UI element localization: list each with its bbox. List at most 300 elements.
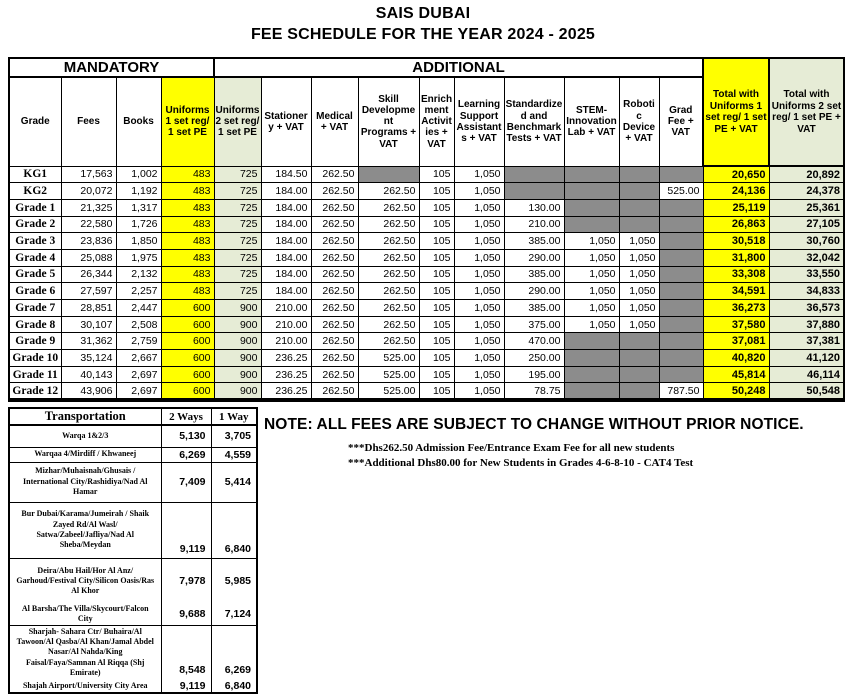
fee-cell-medical: 262.50 <box>311 350 358 367</box>
column-header-stem: STEM-Innovation Lab + VAT <box>564 77 619 166</box>
fee-cell-stationery: 184.00 <box>261 183 311 200</box>
fee-cell-u1: 600 <box>161 350 214 367</box>
fee-cell-total1: 25,119 <box>703 199 769 216</box>
fee-cell-medical: 262.50 <box>311 300 358 317</box>
fee-cell-empty <box>358 166 419 183</box>
fee-cell-total2: 46,114 <box>769 366 844 383</box>
fee-cell-books: 1,002 <box>116 166 161 183</box>
fee-cell-bench: 470.00 <box>504 333 564 350</box>
fee-cell-u2: 725 <box>214 266 261 283</box>
fee-cell-stationery: 210.00 <box>261 316 311 333</box>
fee-row <box>9 300 844 317</box>
route-label: Deira/Abu Hail/Hor Al Anz/ Garhoud/Festival City/Silicon Oasis/Ras Al Khor <box>9 558 161 604</box>
column-header-skill: Skill Development Programs + VAT <box>358 77 419 166</box>
fee-cell-skill: 525.00 <box>358 383 419 400</box>
fee-cell-u2: 725 <box>214 166 261 183</box>
fee-cell-bench: 250.00 <box>504 350 564 367</box>
fee-cell-empty <box>504 166 564 183</box>
fee-cell-total2: 41,120 <box>769 350 844 367</box>
fee-cell-enrich: 105 <box>419 316 454 333</box>
two-ways-fare: 5,130 <box>161 425 211 447</box>
fee-cell-fees: 40,143 <box>61 366 116 383</box>
fee-cell-u1: 483 <box>161 199 214 216</box>
fee-row <box>9 316 844 333</box>
fee-cell-stationery: 184.00 <box>261 283 311 300</box>
grade-label: Grade 3 <box>9 233 61 250</box>
fee-cell-u1: 600 <box>161 333 214 350</box>
fee-cell-grad: 525.00 <box>659 183 703 200</box>
fee-cell-empty <box>564 183 619 200</box>
grade-label: Grade 6 <box>9 283 61 300</box>
fee-cell-empty <box>659 216 703 233</box>
transport-row <box>9 604 257 625</box>
fee-cell-books: 1,726 <box>116 216 161 233</box>
additional-banner: ADDITIONAL <box>214 58 703 77</box>
fee-cell-empty <box>659 283 703 300</box>
fee-cell-total2: 27,105 <box>769 216 844 233</box>
main-note: NOTE: ALL FEES ARE SUBJECT TO CHANGE WITHOUT PRIOR NOTICE. <box>264 416 804 433</box>
fee-cell-enrich: 105 <box>419 199 454 216</box>
fee-cell-fees: 23,836 <box>61 233 116 250</box>
fee-cell-u1: 483 <box>161 166 214 183</box>
fee-cell-books: 1,192 <box>116 183 161 200</box>
fee-cell-total2: 50,548 <box>769 383 844 400</box>
route-label: Warqaa 4/Mirdiff / Khwaneej <box>9 447 161 462</box>
fee-cell-enrich: 105 <box>419 383 454 400</box>
fee-cell-medical: 262.50 <box>311 249 358 266</box>
fee-cell-enrich: 105 <box>419 300 454 317</box>
transport-row <box>9 679 257 693</box>
grade-label: Grade 10 <box>9 350 61 367</box>
fee-cell-u1: 483 <box>161 283 214 300</box>
transport-row <box>9 447 257 462</box>
fee-cell-u1: 600 <box>161 316 214 333</box>
fee-cell-medical: 262.50 <box>311 166 358 183</box>
column-header-books: Books <box>116 77 161 166</box>
one-way-fare: 6,840 <box>211 502 257 558</box>
fee-cell-fees: 26,344 <box>61 266 116 283</box>
fee-cell-empty <box>659 366 703 383</box>
school-name: SAIS DUBAI <box>375 5 471 22</box>
fee-cell-skill: 262.50 <box>358 216 419 233</box>
route-label: Mizhar/Muhaisnah/Ghusais / International City/Rashidiya/Nad Al Hamar <box>9 462 161 502</box>
fee-cell-total2: 30,760 <box>769 233 844 250</box>
transport-header: Transportation <box>9 408 161 425</box>
fee-cell-medical: 262.50 <box>311 216 358 233</box>
fee-cell-empty <box>564 350 619 367</box>
one-way-fare: 6,269 <box>211 625 257 679</box>
grade-label: Grade 9 <box>9 333 61 350</box>
column-header-lsa: Learning Support Assistants + VAT <box>454 77 504 166</box>
one-way-fare: 3,705 <box>211 425 257 447</box>
fee-cell-lsa: 1,050 <box>454 183 504 200</box>
fee-cell-total1: 34,591 <box>703 283 769 300</box>
fee-cell-fees: 31,362 <box>61 333 116 350</box>
two-ways-fare: 9,688 <box>161 604 211 625</box>
fee-cell-books: 2,132 <box>116 266 161 283</box>
two-ways-fare: 9,119 <box>161 679 211 693</box>
fee-cell-empty <box>564 166 619 183</box>
fee-cell-robotic: 1,050 <box>619 283 659 300</box>
fee-cell-stationery: 210.00 <box>261 300 311 317</box>
grade-label: Grade 2 <box>9 216 61 233</box>
fee-cell-u2: 725 <box>214 199 261 216</box>
fee-cell-fees: 35,124 <box>61 350 116 367</box>
fee-cell-total2: 25,361 <box>769 199 844 216</box>
fee-cell-empty <box>659 199 703 216</box>
fee-cell-empty <box>659 350 703 367</box>
fee-cell-empty <box>659 333 703 350</box>
fee-cell-lsa: 1,050 <box>454 216 504 233</box>
column-header-medical: Medical + VAT <box>311 77 358 166</box>
grade-label: Grade 12 <box>9 383 61 400</box>
fee-cell-u2: 725 <box>214 249 261 266</box>
fee-row <box>9 183 844 200</box>
fee-cell-u1: 483 <box>161 183 214 200</box>
fee-cell-stationery: 236.25 <box>261 366 311 383</box>
fee-cell-stationery: 184.00 <box>261 266 311 283</box>
fee-cell-fees: 20,072 <box>61 183 116 200</box>
fee-row <box>9 199 844 216</box>
fee-cell-books: 2,508 <box>116 316 161 333</box>
fee-cell-stem: 1,050 <box>564 266 619 283</box>
fee-cell-skill: 262.50 <box>358 183 419 200</box>
fee-cell-skill: 262.50 <box>358 316 419 333</box>
fee-cell-stem: 1,050 <box>564 233 619 250</box>
fee-cell-empty <box>619 383 659 400</box>
fee-cell-medical: 262.50 <box>311 183 358 200</box>
fee-cell-enrich: 105 <box>419 166 454 183</box>
fee-row <box>9 366 844 383</box>
admission-fee-note: ***Dhs262.50 Admission Fee/Entrance Exam Fee for all new students <box>348 442 675 454</box>
fee-cell-lsa: 1,050 <box>454 249 504 266</box>
column-header-fees: Fees <box>61 77 116 166</box>
fee-cell-u1: 483 <box>161 266 214 283</box>
fee-cell-enrich: 105 <box>419 216 454 233</box>
fee-cell-u2: 725 <box>214 283 261 300</box>
transport-row <box>9 625 257 679</box>
fee-cell-fees: 43,906 <box>61 383 116 400</box>
fee-cell-enrich: 105 <box>419 350 454 367</box>
fee-cell-bench: 130.00 <box>504 199 564 216</box>
fee-cell-empty <box>619 183 659 200</box>
fee-cell-u1: 600 <box>161 300 214 317</box>
one-way-fare: 5,414 <box>211 462 257 502</box>
fee-cell-fees: 22,580 <box>61 216 116 233</box>
fee-cell-total2: 20,892 <box>769 166 844 183</box>
fee-cell-u2: 725 <box>214 183 261 200</box>
fee-cell-total2: 32,042 <box>769 249 844 266</box>
fee-cell-grad: 787.50 <box>659 383 703 400</box>
fee-cell-bench: 385.00 <box>504 266 564 283</box>
fee-cell-stationery: 236.25 <box>261 383 311 400</box>
fee-cell-enrich: 105 <box>419 333 454 350</box>
fee-cell-stationery: 184.00 <box>261 216 311 233</box>
fee-cell-robotic: 1,050 <box>619 233 659 250</box>
grade-label: Grade 8 <box>9 316 61 333</box>
transportation-table <box>8 407 258 694</box>
fee-cell-lsa: 1,050 <box>454 199 504 216</box>
transport-row <box>9 502 257 558</box>
notes-section <box>264 416 842 471</box>
grade-label: Grade 5 <box>9 266 61 283</box>
fee-row <box>9 383 844 400</box>
one-way-fare: 6,840 <box>211 679 257 693</box>
fee-cell-lsa: 1,050 <box>454 233 504 250</box>
fee-cell-lsa: 1,050 <box>454 266 504 283</box>
fee-cell-medical: 262.50 <box>311 316 358 333</box>
fee-cell-stationery: 184.00 <box>261 199 311 216</box>
fee-cell-total1: 37,580 <box>703 316 769 333</box>
fee-cell-total1: 45,814 <box>703 366 769 383</box>
route-label: Bur Dubai/Karama/Jumeirah / Shaik Zayed Rd/Al Wasl/ Satwa/Zabeel/Jafliya/Nad Al Sheba/Meydan <box>9 502 161 558</box>
fee-cell-lsa: 1,050 <box>454 166 504 183</box>
fee-cell-lsa: 1,050 <box>454 333 504 350</box>
fee-cell-total1: 31,800 <box>703 249 769 266</box>
two-ways-fare: 7,978 <box>161 558 211 604</box>
route-label: Sharjah- Sahara Ctr/ Buhaira/Al Tawoon/Al Qasba/Al Khan/Jamal Abdel Nasar/Al Nahda/King Faisal/Faya/Samnan Al Riqqa (Shj Emirate) <box>9 625 161 679</box>
fee-cell-total2: 37,880 <box>769 316 844 333</box>
fee-cell-empty <box>564 383 619 400</box>
fee-row <box>9 166 844 183</box>
route-label: Warqa 1&2/3 <box>9 425 161 447</box>
fee-cell-fees: 21,325 <box>61 199 116 216</box>
fee-row <box>9 333 844 350</box>
fee-cell-stem: 1,050 <box>564 249 619 266</box>
fee-cell-medical: 262.50 <box>311 199 358 216</box>
fee-cell-total2: 34,833 <box>769 283 844 300</box>
fee-cell-bench: 385.00 <box>504 300 564 317</box>
fee-cell-enrich: 105 <box>419 366 454 383</box>
fee-cell-books: 1,975 <box>116 249 161 266</box>
fee-cell-stem: 1,050 <box>564 283 619 300</box>
fee-cell-enrich: 105 <box>419 283 454 300</box>
fee-cell-books: 2,667 <box>116 350 161 367</box>
fee-cell-medical: 262.50 <box>311 333 358 350</box>
fee-cell-robotic: 1,050 <box>619 316 659 333</box>
fee-cell-skill: 525.00 <box>358 366 419 383</box>
fee-cell-stationery: 184.50 <box>261 166 311 183</box>
fee-cell-bench: 290.00 <box>504 249 564 266</box>
fee-cell-total2: 33,550 <box>769 266 844 283</box>
fee-cell-medical: 262.50 <box>311 283 358 300</box>
fee-cell-lsa: 1,050 <box>454 350 504 367</box>
fee-cell-total2: 36,573 <box>769 300 844 317</box>
fee-cell-lsa: 1,050 <box>454 283 504 300</box>
fee-row <box>9 350 844 367</box>
fee-cell-medical: 262.50 <box>311 383 358 400</box>
mandatory-banner: MANDATORY <box>9 58 214 77</box>
route-label: Shajah Airport/University City Area <box>9 679 161 693</box>
transport-row <box>9 462 257 502</box>
fee-cell-total2: 37,381 <box>769 333 844 350</box>
fee-cell-fees: 28,851 <box>61 300 116 317</box>
one-way-fare: 5,985 <box>211 558 257 604</box>
fee-cell-empty <box>619 216 659 233</box>
fee-cell-skill: 525.00 <box>358 350 419 367</box>
column-header-grad: Grad Fee + VAT <box>659 77 703 166</box>
fee-cell-lsa: 1,050 <box>454 366 504 383</box>
one-way-fare: 4,559 <box>211 447 257 462</box>
fee-cell-medical: 262.50 <box>311 233 358 250</box>
column-header-u2: Uniforms 2 set reg/ 1 set PE <box>214 77 261 166</box>
grade-label: Grade 7 <box>9 300 61 317</box>
fee-cell-empty <box>564 366 619 383</box>
fee-cell-empty <box>619 199 659 216</box>
fee-cell-skill: 262.50 <box>358 333 419 350</box>
fee-cell-empty <box>564 199 619 216</box>
fee-cell-empty <box>659 249 703 266</box>
fee-cell-u2: 900 <box>214 383 261 400</box>
fee-cell-books: 2,257 <box>116 283 161 300</box>
fee-cell-total1: 50,248 <box>703 383 769 400</box>
fee-cell-books: 1,850 <box>116 233 161 250</box>
grade-label: Grade 4 <box>9 249 61 266</box>
one-way-header: 1 Way <box>211 408 257 425</box>
two-ways-fare: 8,548 <box>161 625 211 679</box>
fee-cell-books: 2,697 <box>116 383 161 400</box>
fee-cell-lsa: 1,050 <box>454 383 504 400</box>
fee-cell-stationery: 210.00 <box>261 333 311 350</box>
grade-label: KG1 <box>9 166 61 183</box>
fee-cell-empty <box>659 166 703 183</box>
fee-cell-robotic: 1,050 <box>619 266 659 283</box>
column-header-stationery: Stationery + VAT <box>261 77 311 166</box>
fee-cell-empty <box>659 300 703 317</box>
fee-cell-empty <box>619 350 659 367</box>
fee-cell-fees: 25,088 <box>61 249 116 266</box>
grade-label: Grade 11 <box>9 366 61 383</box>
column-header-grade: Grade <box>9 77 61 166</box>
fee-cell-bench: 78.75 <box>504 383 564 400</box>
fee-schedule-table <box>8 57 845 402</box>
fee-cell-u1: 600 <box>161 383 214 400</box>
fee-cell-medical: 262.50 <box>311 366 358 383</box>
route-label: Al Barsha/The Villa/Skycourt/Falcon City <box>9 604 161 625</box>
fee-cell-u2: 900 <box>214 300 261 317</box>
fee-cell-enrich: 105 <box>419 266 454 283</box>
fee-cell-total1: 20,650 <box>703 166 769 183</box>
fee-cell-u2: 900 <box>214 333 261 350</box>
fee-cell-empty <box>659 266 703 283</box>
fee-cell-robotic: 1,050 <box>619 249 659 266</box>
fee-cell-books: 1,317 <box>116 199 161 216</box>
fee-row <box>9 283 844 300</box>
fee-cell-books: 2,697 <box>116 366 161 383</box>
fee-cell-total2: 24,378 <box>769 183 844 200</box>
fee-row <box>9 249 844 266</box>
fee-cell-total1: 26,863 <box>703 216 769 233</box>
fee-cell-medical: 262.50 <box>311 266 358 283</box>
fee-cell-stationery: 236.25 <box>261 350 311 367</box>
fee-cell-bench: 195.00 <box>504 366 564 383</box>
transport-row <box>9 558 257 604</box>
fee-cell-u1: 483 <box>161 249 214 266</box>
fee-cell-empty <box>619 366 659 383</box>
fee-cell-skill: 262.50 <box>358 199 419 216</box>
fee-cell-books: 2,447 <box>116 300 161 317</box>
fee-cell-total1: 30,518 <box>703 233 769 250</box>
fee-cell-u2: 725 <box>214 233 261 250</box>
fee-cell-total1: 37,081 <box>703 333 769 350</box>
fee-row <box>9 266 844 283</box>
transport-row <box>9 425 257 447</box>
fee-cell-stationery: 184.00 <box>261 249 311 266</box>
column-header-robotic: Robotic Device + VAT <box>619 77 659 166</box>
fee-cell-empty <box>619 333 659 350</box>
fee-cell-u1: 600 <box>161 366 214 383</box>
two-ways-fare: 6,269 <box>161 447 211 462</box>
fee-cell-fees: 30,107 <box>61 316 116 333</box>
fee-cell-skill: 262.50 <box>358 233 419 250</box>
fee-cell-skill: 262.50 <box>358 300 419 317</box>
fee-cell-u2: 725 <box>214 216 261 233</box>
fee-cell-empty <box>659 316 703 333</box>
grade-label: KG2 <box>9 183 61 200</box>
two-ways-fare: 9,119 <box>161 502 211 558</box>
schedule-title: FEE SCHEDULE FOR THE YEAR 2024 - 2025 <box>250 26 596 43</box>
column-header-enrich: Enrichment Activities + VAT <box>419 77 454 166</box>
fee-cell-skill: 262.50 <box>358 249 419 266</box>
fee-cell-bench: 210.00 <box>504 216 564 233</box>
fee-cell-fees: 17,563 <box>61 166 116 183</box>
fee-row <box>9 216 844 233</box>
fee-cell-bench: 290.00 <box>504 283 564 300</box>
two-ways-header: 2 Ways <box>161 408 211 425</box>
fee-cell-lsa: 1,050 <box>454 300 504 317</box>
fee-cell-skill: 262.50 <box>358 283 419 300</box>
fee-cell-robotic: 1,050 <box>619 300 659 317</box>
fee-cell-empty <box>619 166 659 183</box>
fee-cell-stem: 1,050 <box>564 300 619 317</box>
fee-cell-fees: 27,597 <box>61 283 116 300</box>
fee-cell-lsa: 1,050 <box>454 316 504 333</box>
two-ways-fare: 7,409 <box>161 462 211 502</box>
column-header-bench: Standardized and Benchmark Tests + VAT <box>504 77 564 166</box>
column-header-total-uniforms1: Total with Uniforms 1 set reg/ 1 set PE + VAT <box>703 58 769 166</box>
fee-cell-empty <box>504 183 564 200</box>
fee-cell-enrich: 105 <box>419 233 454 250</box>
fee-cell-bench: 375.00 <box>504 316 564 333</box>
fee-cell-total1: 40,820 <box>703 350 769 367</box>
fee-cell-empty <box>659 233 703 250</box>
fee-cell-empty <box>564 216 619 233</box>
fee-cell-books: 2,759 <box>116 333 161 350</box>
fee-cell-skill: 262.50 <box>358 266 419 283</box>
fee-cell-u2: 900 <box>214 316 261 333</box>
one-way-fare: 7,124 <box>211 604 257 625</box>
fee-cell-u1: 483 <box>161 216 214 233</box>
fee-cell-u1: 483 <box>161 233 214 250</box>
fee-cell-u2: 900 <box>214 350 261 367</box>
fee-cell-empty <box>564 333 619 350</box>
column-header-u1: Uniforms 1 set reg/ 1 set PE <box>161 77 214 166</box>
fee-cell-enrich: 105 <box>419 183 454 200</box>
fee-row <box>9 233 844 250</box>
document-title <box>0 3 846 45</box>
fee-cell-bench: 385.00 <box>504 233 564 250</box>
fee-cell-u2: 900 <box>214 366 261 383</box>
fee-cell-total1: 24,136 <box>703 183 769 200</box>
cat4-test-note: ***Additional Dhs80.00 for New Students in Grades 4-6-8-10 - CAT4 Test <box>348 457 694 469</box>
fee-cell-total1: 36,273 <box>703 300 769 317</box>
fee-cell-enrich: 105 <box>419 249 454 266</box>
fee-cell-stationery: 184.00 <box>261 233 311 250</box>
fee-cell-total1: 33,308 <box>703 266 769 283</box>
column-header-total-uniforms2: Total with Uniforms 2 set reg/ 1 set PE + VAT <box>769 58 844 166</box>
grade-label: Grade 1 <box>9 199 61 216</box>
fee-cell-stem: 1,050 <box>564 316 619 333</box>
